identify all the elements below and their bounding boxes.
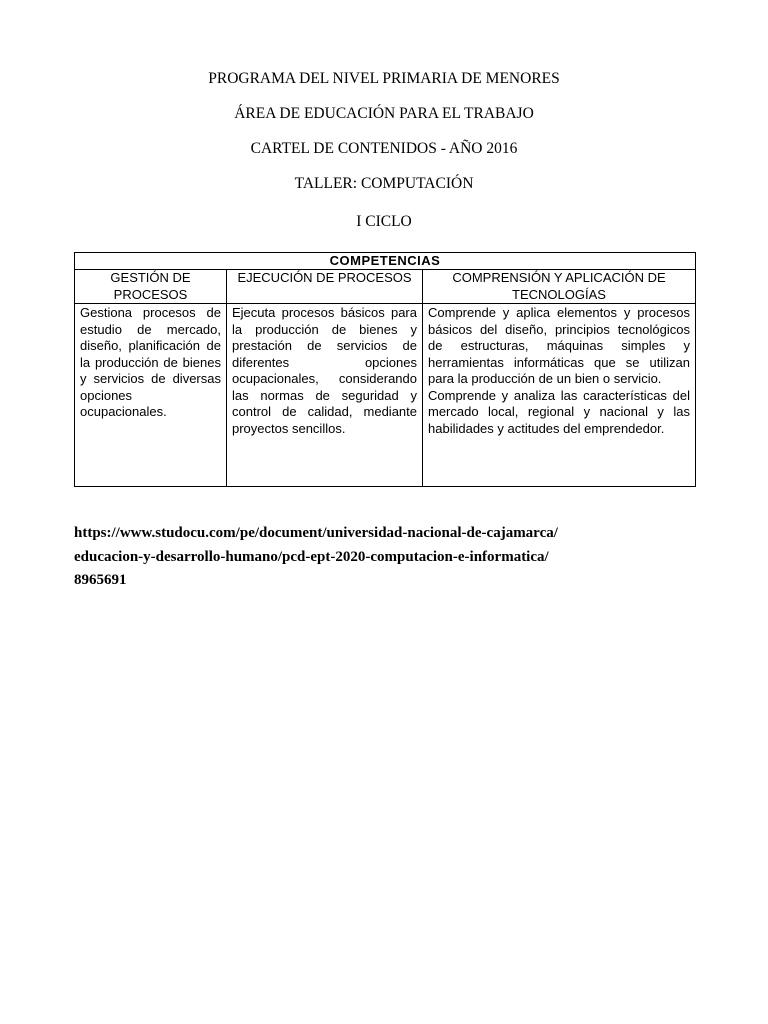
source-url-line-2: educacion-y-desarrollo-humano/pcd-ept-2020-computacion-e-informatica/ [74, 548, 549, 565]
table-row [75, 304, 696, 487]
table-header-row [75, 270, 696, 304]
table-title: COMPETENCIAS [75, 253, 696, 270]
program-title: PROGRAMA DEL NIVEL PRIMARIA DE MENORES [208, 70, 560, 87]
table-title-row [75, 253, 696, 270]
cell-gestion-text: Gestiona procesos de estudio de mercado, diseño, planificación de la producción de bienes y servicios de diversas opciones ocupacionales. [80, 305, 221, 419]
cell-gestion [75, 304, 227, 487]
column-header-gestion: GESTIÓN DE PROCESOS [75, 270, 227, 304]
cycle-title: I CICLO [356, 213, 412, 230]
cell-ejecucion [227, 304, 423, 487]
source-url-line-1: https://www.studocu.com/pe/document/universidad-nacional-de-cajamarca/ [74, 525, 558, 541]
column-header-comprension: COMPRENSIÓN Y APLICACIÓN DE TECNOLOGÍAS [423, 270, 696, 304]
workshop-title: TALLER: COMPUTACIÓN [294, 175, 474, 192]
competencies-table [74, 252, 696, 487]
cell-ejecucion-text: Ejecuta procesos básicos para la producción de bienes y prestación de servicios de diferentes opciones ocupacionales, considerando las normas de seguridad y control de calidad, mediante proyectos sencillos. [232, 305, 417, 436]
area-title: ÁREA DE EDUCACIÓN PARA EL TRABAJO [234, 105, 534, 122]
source-url [74, 522, 714, 593]
source-url-line-3: 8965691 [74, 572, 127, 588]
column-header-ejecucion: EJECUCIÓN DE PROCESOS [227, 270, 423, 304]
poster-title: CARTEL DE CONTENIDOS - AÑO 2016 [250, 140, 518, 157]
cell-comprension-text-2: Comprende y analiza las características del mercado local, regional y nacional y las habilidades y actitudes del emprendedor. [428, 387, 690, 436]
cell-comprension-text-1: Comprende y aplica elementos y procesos básicos del diseño, principios tecnológicos de estructuras, máquinas simples y herramientas informáticas que se utilizan para la producción de un bien o servicio. [428, 305, 690, 386]
cell-comprension [423, 304, 696, 487]
